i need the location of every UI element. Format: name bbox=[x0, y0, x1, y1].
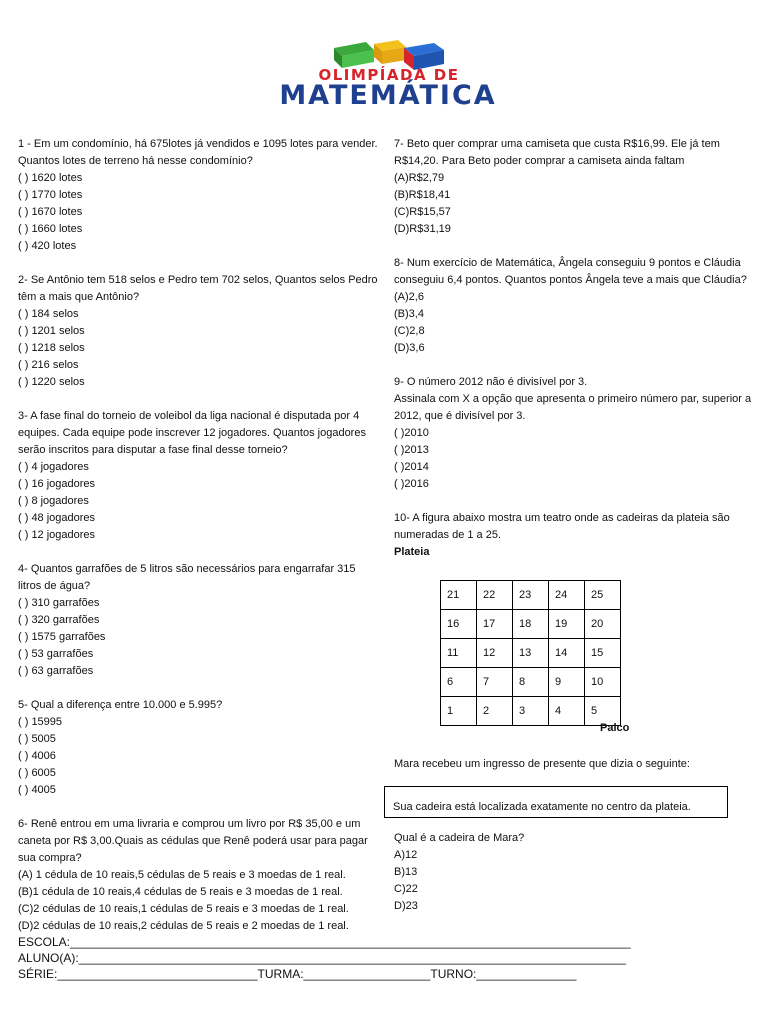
answer-option[interactable]: ( ) 1670 lotes bbox=[18, 206, 83, 218]
question-5 bbox=[18, 697, 378, 799]
seat-cell: 8 bbox=[513, 668, 549, 697]
answer-option[interactable]: ( ) 1620 lotes bbox=[18, 172, 83, 184]
question-text: 2- Se Antônio tem 518 selos e Pedro tem 702 selos, Quantos selos Pedro têm a mais que Antônio? bbox=[18, 274, 378, 303]
answer-option[interactable]: ( ) 48 jogadores bbox=[18, 512, 96, 524]
answer-option[interactable]: ( ) 1220 selos bbox=[18, 376, 85, 388]
answer-option[interactable]: ( ) 12 jogadores bbox=[18, 529, 96, 541]
aluno-field[interactable]: ALUNO(A):__________________________________________________________________________________ bbox=[18, 951, 626, 965]
seat-cell: 18 bbox=[513, 610, 549, 639]
logo-title-line2: MATEMÁTICA bbox=[279, 80, 497, 111]
answer-option[interactable]: ( ) 16 jogadores bbox=[18, 478, 96, 490]
left-column bbox=[18, 136, 378, 952]
answer-option[interactable]: ( ) 320 garrafões bbox=[18, 614, 100, 626]
palco-label: Palco bbox=[600, 722, 630, 734]
question-text: 4- Quantos garrafões de 5 litros são necessários para engarrafar 315 litros de água? bbox=[18, 563, 356, 592]
seat-row bbox=[441, 668, 621, 697]
answer-option[interactable]: A)12 bbox=[394, 849, 418, 861]
seat-cell: 23 bbox=[513, 581, 549, 610]
seat-cell: 14 bbox=[549, 639, 585, 668]
question-text: 8- Num exercício de Matemática, Ângela conseguiu 9 pontos e Cláudia conseguiu 6,4 pontos. Quantos pontos Ângela teve a mais que Cláudia? bbox=[394, 257, 747, 286]
seat-cell: 20 bbox=[585, 610, 621, 639]
student-info-footer bbox=[18, 934, 638, 982]
answer-option[interactable]: ( )2010 bbox=[394, 427, 429, 439]
seat-cell: 6 bbox=[441, 668, 477, 697]
answer-option[interactable]: ( )2014 bbox=[394, 461, 429, 473]
seat-cell: 19 bbox=[549, 610, 585, 639]
seat-cell: 21 bbox=[441, 581, 477, 610]
answer-option[interactable]: D)23 bbox=[394, 900, 418, 912]
answer-option[interactable]: ( ) 63 garrafões bbox=[18, 665, 94, 677]
question-10-answers bbox=[394, 830, 756, 915]
answer-option[interactable]: ( )2013 bbox=[394, 444, 429, 456]
answer-option[interactable]: (D)R$31,19 bbox=[394, 223, 451, 235]
answer-option[interactable]: B)13 bbox=[394, 866, 418, 878]
question-text: 3- A fase final do torneio de voleibol da liga nacional é disputada por 4 equipes. Cada equipe pode inscrever 12 jogadores. Quantos jogadores serão inscritos para disputar a fase final desse torneio? bbox=[18, 410, 366, 456]
seat-cell: 3 bbox=[513, 697, 549, 726]
seat-row bbox=[441, 610, 621, 639]
serie-turma-turno-field[interactable]: SÉRIE:______________________________TURMA:___________________TURNO:_______________ bbox=[18, 967, 577, 981]
seat-cell: 22 bbox=[477, 581, 513, 610]
seat-cell: 5 bbox=[585, 697, 621, 726]
seat-cell: 12 bbox=[477, 639, 513, 668]
question-3 bbox=[18, 408, 378, 544]
answer-option[interactable]: ( ) 5005 bbox=[18, 733, 56, 745]
question-text: Qual é a cadeira de Mara? bbox=[394, 832, 525, 844]
seat-row bbox=[441, 581, 621, 610]
question-7 bbox=[394, 136, 756, 238]
answer-option[interactable]: ( )2016 bbox=[394, 478, 429, 490]
olimpiada-logo bbox=[214, 38, 562, 112]
answer-option[interactable]: (B)R$18,41 bbox=[394, 189, 451, 201]
ticket-text: Sua cadeira está localizada exatamente no centro da plateia. bbox=[393, 801, 691, 813]
seat-cell: 17 bbox=[477, 610, 513, 639]
question-9 bbox=[394, 374, 756, 493]
seat-cell: 13 bbox=[513, 639, 549, 668]
question-8 bbox=[394, 255, 756, 357]
theater-seat-grid bbox=[440, 580, 621, 726]
seat-cell: 24 bbox=[549, 581, 585, 610]
seat-row bbox=[441, 697, 621, 726]
answer-option[interactable]: ( ) 15995 bbox=[18, 716, 63, 728]
seat-cell: 16 bbox=[441, 610, 477, 639]
ticket-intro-block bbox=[394, 756, 756, 773]
question-text: 1 - Em um condomínio, há 675lotes já vendidos e 1095 lotes para vender. Quantos lotes de terreno há nesse condomínio? bbox=[18, 138, 378, 167]
answer-option[interactable]: (A) 1 cédula de 10 reais,5 cédulas de 5 reais e 3 moedas de 1 real. bbox=[18, 869, 346, 881]
ticket-intro: Mara recebeu um ingresso de presente que dizia o seguinte: bbox=[394, 758, 690, 770]
answer-option[interactable]: (D)2 cédulas de 10 reais,2 cédulas de 5 reais e 2 moedas de 1 real. bbox=[18, 920, 349, 932]
seat-cell: 25 bbox=[585, 581, 621, 610]
answer-option[interactable]: ( ) 8 jogadores bbox=[18, 495, 89, 507]
seat-cell: 10 bbox=[585, 668, 621, 697]
seat-cell: 7 bbox=[477, 668, 513, 697]
question-text: 10- A figura abaixo mostra um teatro onde as cadeiras da plateia são numeradas de 1 a 25. bbox=[394, 512, 730, 541]
answer-option[interactable]: ( ) 4006 bbox=[18, 750, 56, 762]
plateia-label: Plateia bbox=[394, 546, 430, 558]
answer-option[interactable]: ( ) 1218 selos bbox=[18, 342, 85, 354]
answer-option[interactable]: ( ) 4005 bbox=[18, 784, 56, 796]
seat-cell: 15 bbox=[585, 639, 621, 668]
answer-option[interactable]: ( ) 53 garrafões bbox=[18, 648, 94, 660]
ticket-box bbox=[384, 786, 728, 818]
answer-option[interactable]: ( ) 1770 lotes bbox=[18, 189, 83, 201]
answer-option[interactable]: (C)2,8 bbox=[394, 325, 425, 337]
question-6 bbox=[18, 816, 378, 935]
answer-option[interactable]: ( ) 216 selos bbox=[18, 359, 79, 371]
logo-title-line1: OLIMPÍADA DE bbox=[318, 66, 460, 84]
seat-row bbox=[441, 639, 621, 668]
answer-option[interactable]: (D)3,6 bbox=[394, 342, 425, 354]
answer-option[interactable]: (C)2 cédulas de 10 reais,1 cédulas de 5 reais e 3 moedas de 1 real. bbox=[18, 903, 349, 915]
seat-cell: 1 bbox=[441, 697, 477, 726]
question-text: 5- Qual a diferença entre 10.000 e 5.995? bbox=[18, 699, 223, 711]
question-2 bbox=[18, 272, 378, 391]
right-column bbox=[394, 136, 756, 578]
answer-option[interactable]: ( ) 4 jogadores bbox=[18, 461, 89, 473]
answer-option[interactable]: ( ) 420 lotes bbox=[18, 240, 77, 252]
seat-cell: 2 bbox=[477, 697, 513, 726]
seat-cell: 11 bbox=[441, 639, 477, 668]
answer-option[interactable]: ( ) 1575 garrafões bbox=[18, 631, 106, 643]
answer-option[interactable]: ( ) 184 selos bbox=[18, 308, 79, 320]
question-instruction: Assinala com X a opção que apresenta o primeiro número par, superior a 2012, que é divisível por 3. bbox=[394, 393, 752, 422]
answer-option[interactable]: ( ) 310 garrafões bbox=[18, 597, 100, 609]
answer-option[interactable]: (B)1 cédula de 10 reais,4 cédulas de 5 reais e 3 moedas de 1 real. bbox=[18, 886, 343, 898]
question-text: 7- Beto quer comprar uma camiseta que custa R$16,99. Ele já tem R$14,20. Para Beto poder comprar a camiseta ainda faltam bbox=[394, 138, 720, 167]
seat-cell: 4 bbox=[549, 697, 585, 726]
question-4 bbox=[18, 561, 378, 680]
question-text: 6- Renê entrou em uma livraria e comprou um livro por R$ 35,00 e um caneta por R$ 3,00.Quais as cédulas que Renê poderá usar para pagar sua compra? bbox=[18, 818, 368, 864]
question-1 bbox=[18, 136, 378, 255]
answer-option[interactable]: ( ) 1660 lotes bbox=[18, 223, 83, 235]
escola-field[interactable]: ESCOLA:____________________________________________________________________________________ bbox=[18, 935, 631, 949]
answer-option[interactable]: (C)R$15,57 bbox=[394, 206, 451, 218]
answer-option[interactable]: ( ) 6005 bbox=[18, 767, 56, 779]
answer-option[interactable]: (B)3,4 bbox=[394, 308, 424, 320]
answer-option[interactable]: (A)R$2,79 bbox=[394, 172, 445, 184]
answer-option[interactable]: ( ) 1201 selos bbox=[18, 325, 85, 337]
seat-cell: 9 bbox=[549, 668, 585, 697]
question-10 bbox=[394, 510, 756, 561]
answer-option[interactable]: (A)2,6 bbox=[394, 291, 424, 303]
question-text: 9- O número 2012 não é divisível por 3. bbox=[394, 376, 588, 388]
answer-option[interactable]: C)22 bbox=[394, 883, 418, 895]
